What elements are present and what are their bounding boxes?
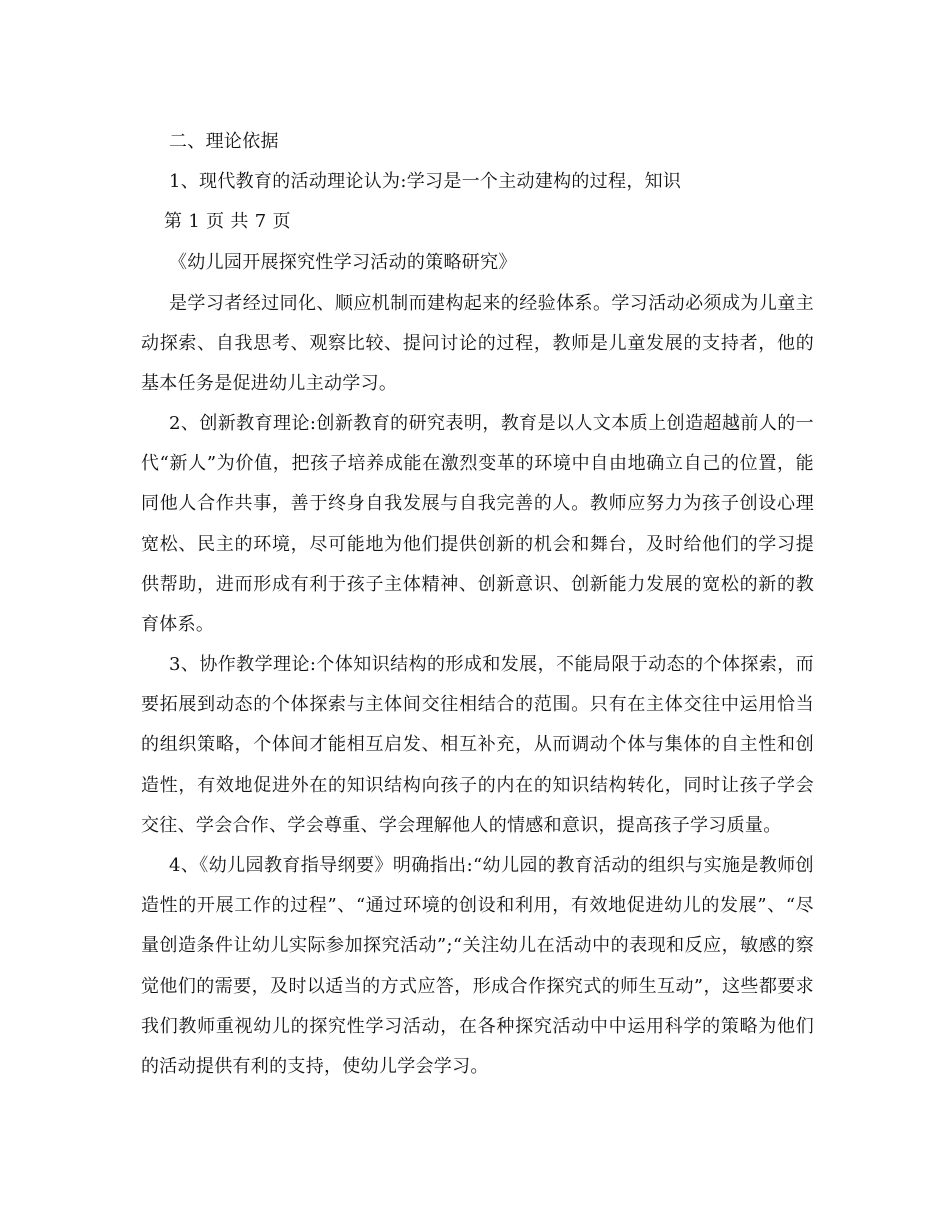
paragraph-2: 2、创新教育理论:创新教育的研究表明，教育是以人文本质上创造超越前人的一代“新人”为价值，把孩子培养成能在激烈变革的环境中自由地确立自己的位置，能同他人合作共事，善于终身自我发展与自我完善的人。教师应努力为孩子创设心理宽松、民主的环境，尽可能地为他们提供创新的机会和舞台，及时给他们的学习提供帮助，进而形成有利于孩子主体精神、创新意识、创新能力发展的宽松的新的教育体系。 — [141, 413, 814, 636]
paragraph-3: 3、协作教学理论:个体知识结构的形成和发展，不能局限于动态的个体探索，而要拓展到动态的个体探索与主体间交往相结合的范围。只有在主体交往中运用恰当的组织策略，个体间才能相互启发、相互补充，从而调动个体与集体的自主性和创造性，有效地促进外在的知识结构向孩子的内在的知识结构转化，同时让孩子学会交往、学会合作、学会尊重、学会理解他人的情感和意识，提高孩子学习质量。 — [141, 654, 814, 836]
item1-intro-line: 1、现代教育的活动理论认为:学习是一个主动建构的过程，知识 — [169, 171, 682, 192]
paragraph-4: 4、《幼儿园教育指导纲要》明确指出:“幼儿园的教育活动的组织与实施是教师创造性的开展工作的过程”、“通过环境的创设和利用，有效地促进幼儿的发展”、“尽量创造条件让幼儿实际参加探究活动”;“关注幼儿在活动中的表现和反应，敏感的察觉他们的需要，及时以适当的方式应答，形成合作探究式的师生互动”，这些都要求我们教师重视幼儿的探究性学习活动，在各种探究活动中中运用科学的策略为他们的活动提供有利的支持，使幼儿学会学习。 — [141, 855, 814, 1078]
running-title: 《幼儿园开展探究性学习活动的策略研究》 — [169, 252, 517, 273]
page-footer: 第 1 页 共 7 页 — [164, 211, 291, 232]
paragraph-continuation: 是学习者经过同化、顺应机制而建构起来的经验体系。学习活动必须成为儿童主动探索、自我思考、观察比较、提问讨论的过程，教师是儿童发展的支持者，他的基本任务是促进幼儿主动学习。 — [141, 293, 814, 395]
section-heading: 二、理论依据 — [169, 131, 279, 152]
